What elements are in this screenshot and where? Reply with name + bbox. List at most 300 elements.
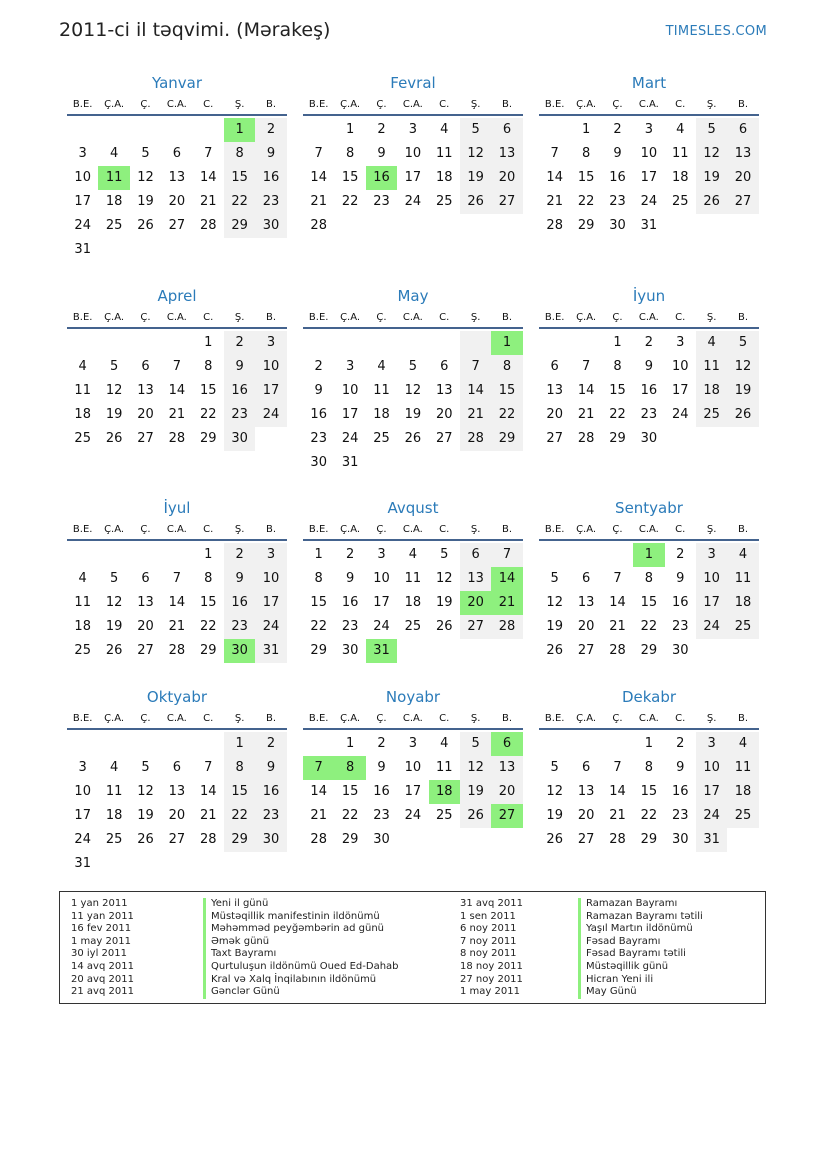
legend-date: 21 avq 2011 bbox=[71, 986, 134, 998]
day-grid bbox=[67, 116, 287, 262]
day-cell: 12 bbox=[727, 355, 758, 379]
day-cell: 16 bbox=[224, 379, 255, 403]
day-cell: 19 bbox=[404, 407, 422, 422]
day-cell: 7 bbox=[581, 359, 591, 374]
day-cell: 5 bbox=[141, 146, 150, 161]
day-cell: 6 bbox=[727, 118, 758, 142]
day-cell: 8 bbox=[204, 571, 213, 586]
day-cell: 5 bbox=[696, 118, 727, 142]
day-cell: 12 bbox=[460, 142, 491, 166]
legend-dates-right bbox=[460, 898, 523, 999]
day-cell: 12 bbox=[105, 383, 123, 398]
day-cell: 6 bbox=[550, 359, 559, 374]
weekday-label: C. bbox=[439, 523, 450, 535]
weekday-header bbox=[303, 519, 523, 541]
day-cell: 25 bbox=[105, 832, 123, 847]
day-cell: 3 bbox=[78, 146, 87, 161]
day-grid bbox=[539, 541, 759, 663]
day-cell: 31 bbox=[696, 828, 727, 852]
holiday-day-cell: 1 bbox=[224, 118, 255, 142]
legend-holiday-name: Məhəmməd peyğəmbərin ad günü bbox=[203, 923, 399, 936]
day-cell: 30 bbox=[255, 828, 286, 852]
legend-date: 16 fev 2011 bbox=[71, 923, 132, 935]
day-cell: 10 bbox=[373, 571, 390, 586]
day-grid bbox=[539, 116, 759, 238]
day-cell: 3 bbox=[676, 335, 685, 350]
day-cell: 11 bbox=[105, 784, 123, 799]
day-cell: 18 bbox=[105, 194, 123, 209]
day-cell: 29 bbox=[310, 643, 327, 658]
day-cell: 10 bbox=[74, 784, 91, 799]
legend-names-right bbox=[578, 898, 703, 999]
holiday-day-cell: 11 bbox=[98, 166, 129, 190]
empty-day-cell bbox=[67, 732, 98, 756]
day-cell: 19 bbox=[546, 619, 563, 634]
weekday-label: C. bbox=[675, 523, 686, 535]
day-cell: 17 bbox=[696, 780, 727, 804]
day-cell: 22 bbox=[341, 808, 359, 823]
day-cell: 12 bbox=[435, 571, 453, 586]
legend-date: 31 avq 2011 bbox=[460, 898, 523, 909]
day-cell: 4 bbox=[727, 543, 758, 567]
day-cell: 18 bbox=[727, 591, 758, 615]
legend-date: 1 sen 2011 bbox=[460, 910, 516, 922]
legend-holiday-name: Əmək günü bbox=[203, 936, 399, 949]
day-cell: 4 bbox=[109, 760, 119, 775]
day-cell: 2 bbox=[224, 543, 255, 567]
weekday-label: B. bbox=[502, 523, 513, 535]
day-cell: 14 bbox=[609, 784, 626, 799]
month-name: Yanvar bbox=[151, 74, 203, 92]
day-cell: 6 bbox=[172, 760, 181, 775]
day-cell: 5 bbox=[727, 331, 758, 355]
day-cell: 14 bbox=[546, 170, 563, 185]
weekday-label: C. bbox=[675, 311, 686, 323]
day-cell: 9 bbox=[255, 142, 286, 166]
day-cell: 12 bbox=[137, 170, 154, 185]
day-cell: 29 bbox=[491, 427, 522, 451]
day-cell: 21 bbox=[310, 808, 327, 823]
day-cell: 11 bbox=[671, 146, 689, 161]
day-cell: 16 bbox=[671, 595, 689, 610]
day-cell: 6 bbox=[141, 359, 150, 374]
month-block bbox=[303, 285, 523, 475]
weekday-label: B.E. bbox=[544, 523, 565, 535]
weekday-label: Ç.A. bbox=[576, 98, 597, 110]
day-cell: 28 bbox=[168, 431, 186, 446]
weekday-header bbox=[67, 307, 287, 329]
weekday-label: C. bbox=[439, 311, 450, 323]
legend-date: 1 yan 2011 bbox=[71, 898, 128, 909]
weekday-label: B. bbox=[502, 311, 513, 323]
month-block bbox=[303, 497, 523, 663]
weekday-label: Ş. bbox=[706, 523, 717, 535]
day-cell: 7 bbox=[172, 359, 181, 374]
day-cell: 15 bbox=[199, 595, 217, 610]
day-cell: 25 bbox=[696, 403, 727, 427]
day-cell: 17 bbox=[341, 407, 359, 422]
weekday-label: B.E. bbox=[544, 712, 565, 724]
day-cell: 21 bbox=[609, 808, 626, 823]
empty-day-cell bbox=[193, 732, 224, 756]
weekday-label: C.A. bbox=[166, 98, 187, 110]
day-cell: 23 bbox=[341, 619, 359, 634]
weekday-label: Ç.A. bbox=[340, 712, 361, 724]
day-cell: 16 bbox=[671, 784, 689, 799]
weekday-label: Ç. bbox=[612, 311, 623, 323]
month-name: Fevral bbox=[390, 74, 436, 92]
weekday-label: B.E. bbox=[544, 98, 565, 110]
day-cell: 30 bbox=[671, 643, 689, 658]
month-block bbox=[67, 497, 287, 663]
day-cell: 25 bbox=[373, 431, 390, 446]
legend-holiday-name: Ramazan Bayramı tətili bbox=[578, 911, 703, 924]
weekday-label: Ç. bbox=[376, 523, 387, 535]
day-cell: 1 bbox=[613, 335, 622, 350]
weekday-label: C. bbox=[203, 311, 214, 323]
day-cell: 4 bbox=[440, 736, 449, 751]
weekday-label: Ç. bbox=[140, 712, 151, 724]
day-cell: 29 bbox=[199, 431, 217, 446]
day-cell: 13 bbox=[435, 383, 453, 398]
day-cell: 3 bbox=[377, 547, 386, 562]
weekday-label: C.A. bbox=[638, 98, 659, 110]
day-cell: 10 bbox=[341, 383, 359, 398]
holiday-day-cell: 30 bbox=[224, 639, 255, 663]
day-cell: 21 bbox=[460, 403, 491, 427]
day-cell: 4 bbox=[676, 122, 685, 137]
empty-day-cell bbox=[98, 543, 129, 567]
weekday-label: Ş. bbox=[234, 523, 245, 535]
day-cell: 9 bbox=[377, 146, 386, 161]
day-cell: 15 bbox=[577, 170, 595, 185]
month-name: Noyabr bbox=[385, 688, 441, 706]
weekday-label: B. bbox=[502, 98, 513, 110]
day-cell: 20 bbox=[577, 808, 595, 823]
holiday-day-cell: 8 bbox=[334, 756, 365, 780]
month-name: Sentyabr bbox=[615, 499, 683, 517]
day-cell: 10 bbox=[671, 359, 689, 374]
day-cell: 15 bbox=[491, 379, 522, 403]
day-cell: 15 bbox=[640, 595, 658, 610]
day-cell: 7 bbox=[491, 543, 522, 567]
day-cell: 19 bbox=[435, 595, 453, 610]
day-cell: 24 bbox=[404, 808, 422, 823]
day-cell: 28 bbox=[609, 643, 626, 658]
legend-holiday-name: Fəsad Bayramı bbox=[578, 936, 703, 949]
day-cell: 11 bbox=[373, 383, 390, 398]
holiday-day-cell: 7 bbox=[303, 756, 334, 780]
day-cell: 21 bbox=[577, 407, 595, 422]
holiday-day-cell: 18 bbox=[429, 780, 460, 804]
day-cell: 28 bbox=[577, 431, 595, 446]
day-cell: 29 bbox=[609, 431, 626, 446]
day-cell: 1 bbox=[345, 736, 355, 751]
day-cell: 3 bbox=[696, 543, 727, 567]
day-cell: 17 bbox=[255, 379, 286, 403]
weekday-label: B. bbox=[266, 523, 277, 535]
day-cell: 11 bbox=[74, 595, 91, 610]
holiday-day-cell: 14 bbox=[491, 567, 522, 591]
day-cell: 24 bbox=[671, 407, 689, 422]
day-cell: 24 bbox=[255, 403, 286, 427]
weekday-label: Ç.A. bbox=[104, 523, 125, 535]
day-cell: 2 bbox=[676, 547, 685, 562]
weekday-label: C. bbox=[439, 712, 450, 724]
day-cell: 2 bbox=[345, 547, 355, 562]
day-cell: 7 bbox=[172, 571, 181, 586]
weekday-label: B.E. bbox=[72, 311, 93, 323]
day-cell: 22 bbox=[341, 194, 359, 209]
day-grid bbox=[303, 116, 523, 238]
holiday-day-cell: 20 bbox=[460, 591, 491, 615]
day-cell: 19 bbox=[696, 166, 727, 190]
day-cell: 25 bbox=[435, 808, 453, 823]
weekday-label: Ç.A. bbox=[576, 311, 597, 323]
day-cell: 13 bbox=[460, 567, 491, 591]
site-logo[interactable]: TIMESLES.COM bbox=[665, 24, 767, 39]
day-cell: 22 bbox=[224, 804, 255, 828]
day-cell: 16 bbox=[640, 383, 658, 398]
day-cell: 1 bbox=[314, 547, 323, 562]
day-cell: 15 bbox=[609, 383, 626, 398]
day-cell: 8 bbox=[204, 359, 213, 374]
weekday-label: C. bbox=[439, 98, 450, 110]
legend-holiday-name: Kral və Xalq İnqilabının ildönümü bbox=[203, 974, 399, 987]
day-grid bbox=[67, 730, 287, 876]
day-cell: 30 bbox=[671, 832, 689, 847]
day-grid bbox=[539, 730, 759, 852]
weekday-label: Ş. bbox=[470, 311, 481, 323]
day-grid bbox=[67, 329, 287, 451]
day-cell: 15 bbox=[341, 784, 359, 799]
day-cell: 28 bbox=[460, 427, 491, 451]
weekday-label: B.E. bbox=[308, 712, 329, 724]
day-cell: 11 bbox=[404, 571, 422, 586]
empty-day-cell bbox=[539, 543, 570, 567]
day-cell: 31 bbox=[341, 455, 359, 470]
day-cell: 11 bbox=[435, 146, 453, 161]
day-cell: 24 bbox=[373, 619, 390, 634]
day-cell: 11 bbox=[74, 383, 91, 398]
page-title: 2011-ci il təqvimi. (Mərakeş) bbox=[59, 19, 331, 41]
day-cell: 27 bbox=[577, 832, 595, 847]
weekday-header bbox=[67, 94, 287, 116]
empty-day-cell bbox=[303, 118, 334, 142]
day-cell: 12 bbox=[404, 383, 422, 398]
day-cell: 26 bbox=[435, 619, 453, 634]
month-name: İyun bbox=[632, 287, 666, 305]
legend-holiday-name: Qurtuluşun ildönümü Oued Ed-Dahab bbox=[203, 961, 399, 974]
empty-day-cell bbox=[67, 543, 98, 567]
day-cell: 12 bbox=[460, 756, 491, 780]
day-cell: 27 bbox=[577, 643, 595, 658]
day-cell: 5 bbox=[408, 359, 417, 374]
day-cell: 21 bbox=[168, 619, 186, 634]
day-cell: 11 bbox=[727, 756, 758, 780]
day-cell: 11 bbox=[435, 760, 453, 775]
weekday-label: Ç. bbox=[612, 523, 623, 535]
day-cell: 27 bbox=[546, 431, 563, 446]
weekday-label: Ç.A. bbox=[340, 98, 361, 110]
weekday-header bbox=[67, 708, 287, 730]
day-cell: 14 bbox=[310, 784, 327, 799]
day-cell: 14 bbox=[609, 595, 626, 610]
holiday-day-cell: 16 bbox=[366, 166, 397, 190]
empty-day-cell bbox=[366, 331, 397, 355]
day-grid bbox=[67, 541, 287, 663]
day-cell: 30 bbox=[310, 455, 327, 470]
day-cell: 17 bbox=[74, 194, 91, 209]
day-cell: 3 bbox=[255, 543, 286, 567]
day-cell: 13 bbox=[577, 784, 595, 799]
weekday-label: B.E. bbox=[544, 311, 565, 323]
weekday-label: C.A. bbox=[638, 523, 659, 535]
day-cell: 29 bbox=[577, 218, 595, 233]
day-cell: 20 bbox=[137, 407, 154, 422]
weekday-label: Ç.A. bbox=[104, 98, 125, 110]
day-cell: 27 bbox=[727, 190, 758, 214]
day-cell: 21 bbox=[310, 194, 327, 209]
weekday-header bbox=[303, 94, 523, 116]
day-cell: 10 bbox=[696, 567, 727, 591]
weekday-label: B. bbox=[738, 712, 749, 724]
day-cell: 15 bbox=[224, 780, 255, 804]
day-cell: 25 bbox=[74, 431, 91, 446]
day-cell: 28 bbox=[310, 832, 327, 847]
day-cell: 30 bbox=[373, 832, 390, 847]
month-block bbox=[539, 686, 759, 852]
day-cell: 1 bbox=[644, 736, 653, 751]
day-cell: 20 bbox=[577, 619, 595, 634]
day-cell: 4 bbox=[408, 547, 417, 562]
day-cell: 2 bbox=[377, 736, 386, 751]
day-cell: 21 bbox=[546, 194, 563, 209]
day-cell: 2 bbox=[377, 122, 386, 137]
empty-day-cell bbox=[602, 732, 633, 756]
day-cell: 6 bbox=[460, 543, 491, 567]
day-cell: 24 bbox=[696, 804, 727, 828]
day-cell: 27 bbox=[491, 190, 522, 214]
day-cell: 28 bbox=[199, 218, 217, 233]
holiday-day-cell: 1 bbox=[633, 543, 664, 567]
day-cell: 7 bbox=[204, 146, 213, 161]
day-cell: 18 bbox=[105, 808, 123, 823]
weekday-label: Ç. bbox=[376, 712, 387, 724]
day-cell: 7 bbox=[314, 146, 323, 161]
legend-date: 8 noy 2011 bbox=[460, 948, 517, 960]
day-cell: 14 bbox=[460, 379, 491, 403]
day-cell: 4 bbox=[696, 331, 727, 355]
weekday-label: Ç. bbox=[140, 311, 151, 323]
weekday-label: Ç. bbox=[376, 311, 387, 323]
empty-day-cell bbox=[67, 331, 98, 355]
month-block bbox=[539, 497, 759, 663]
day-cell: 16 bbox=[255, 166, 286, 190]
day-cell: 3 bbox=[408, 736, 417, 751]
weekday-label: B. bbox=[738, 311, 749, 323]
day-cell: 21 bbox=[609, 619, 626, 634]
day-cell: 8 bbox=[644, 571, 653, 586]
day-cell: 28 bbox=[199, 832, 217, 847]
month-block bbox=[67, 285, 287, 451]
legend-date: 18 noy 2011 bbox=[460, 960, 523, 972]
day-cell: 26 bbox=[460, 804, 491, 828]
weekday-label: Ç. bbox=[140, 523, 151, 535]
month-block bbox=[539, 72, 759, 238]
empty-day-cell bbox=[161, 732, 192, 756]
empty-day-cell bbox=[130, 732, 161, 756]
legend-holiday-name: May Günü bbox=[578, 986, 703, 999]
day-cell: 30 bbox=[255, 214, 286, 238]
day-cell: 26 bbox=[105, 431, 123, 446]
weekday-header bbox=[539, 307, 759, 329]
day-cell: 26 bbox=[727, 403, 758, 427]
month-name: May bbox=[397, 287, 429, 305]
day-cell: 7 bbox=[613, 760, 622, 775]
month-block bbox=[67, 686, 287, 876]
day-cell: 3 bbox=[644, 122, 653, 137]
day-cell: 19 bbox=[105, 407, 123, 422]
day-cell: 23 bbox=[671, 619, 689, 634]
empty-day-cell bbox=[570, 331, 601, 355]
day-cell: 13 bbox=[577, 595, 595, 610]
weekday-label: B. bbox=[266, 712, 277, 724]
day-cell: 13 bbox=[168, 784, 186, 799]
weekday-label: Ş. bbox=[470, 523, 481, 535]
day-cell: 10 bbox=[696, 756, 727, 780]
day-cell: 10 bbox=[255, 567, 286, 591]
day-cell: 20 bbox=[546, 407, 563, 422]
day-cell: 27 bbox=[435, 431, 453, 446]
day-cell: 25 bbox=[727, 615, 758, 639]
weekday-label: C. bbox=[675, 712, 686, 724]
legend-date: 27 noy 2011 bbox=[460, 973, 523, 985]
day-cell: 22 bbox=[640, 619, 658, 634]
weekday-label: B. bbox=[502, 712, 513, 724]
weekday-label: B. bbox=[738, 523, 749, 535]
empty-day-cell bbox=[397, 331, 428, 355]
legend-date: 1 may 2011 bbox=[71, 935, 131, 947]
legend-dates-left bbox=[71, 898, 134, 999]
legend-holiday-name: Fəsad Bayramı tətili bbox=[578, 948, 703, 961]
day-cell: 9 bbox=[255, 756, 286, 780]
legend-date: 20 avq 2011 bbox=[71, 973, 134, 985]
day-cell: 20 bbox=[137, 619, 154, 634]
day-cell: 9 bbox=[224, 355, 255, 379]
day-cell: 23 bbox=[671, 808, 689, 823]
legend-date: 11 yan 2011 bbox=[71, 910, 134, 922]
day-cell: 14 bbox=[199, 170, 217, 185]
empty-day-cell bbox=[161, 118, 192, 142]
day-cell: 10 bbox=[404, 760, 422, 775]
day-cell: 8 bbox=[613, 359, 622, 374]
legend-holiday-name: Yaşıl Martın ildönümü bbox=[578, 923, 703, 936]
day-cell: 1 bbox=[581, 122, 591, 137]
day-cell: 15 bbox=[640, 784, 658, 799]
weekday-label: Ç. bbox=[376, 98, 387, 110]
day-cell: 1 bbox=[345, 122, 355, 137]
day-cell: 22 bbox=[609, 407, 626, 422]
day-cell: 19 bbox=[137, 808, 154, 823]
empty-day-cell bbox=[334, 331, 365, 355]
day-cell: 9 bbox=[676, 571, 685, 586]
day-grid bbox=[303, 329, 523, 475]
empty-day-cell bbox=[539, 331, 570, 355]
weekday-label: B. bbox=[738, 98, 749, 110]
day-cell: 6 bbox=[440, 359, 449, 374]
day-cell: 30 bbox=[640, 431, 658, 446]
